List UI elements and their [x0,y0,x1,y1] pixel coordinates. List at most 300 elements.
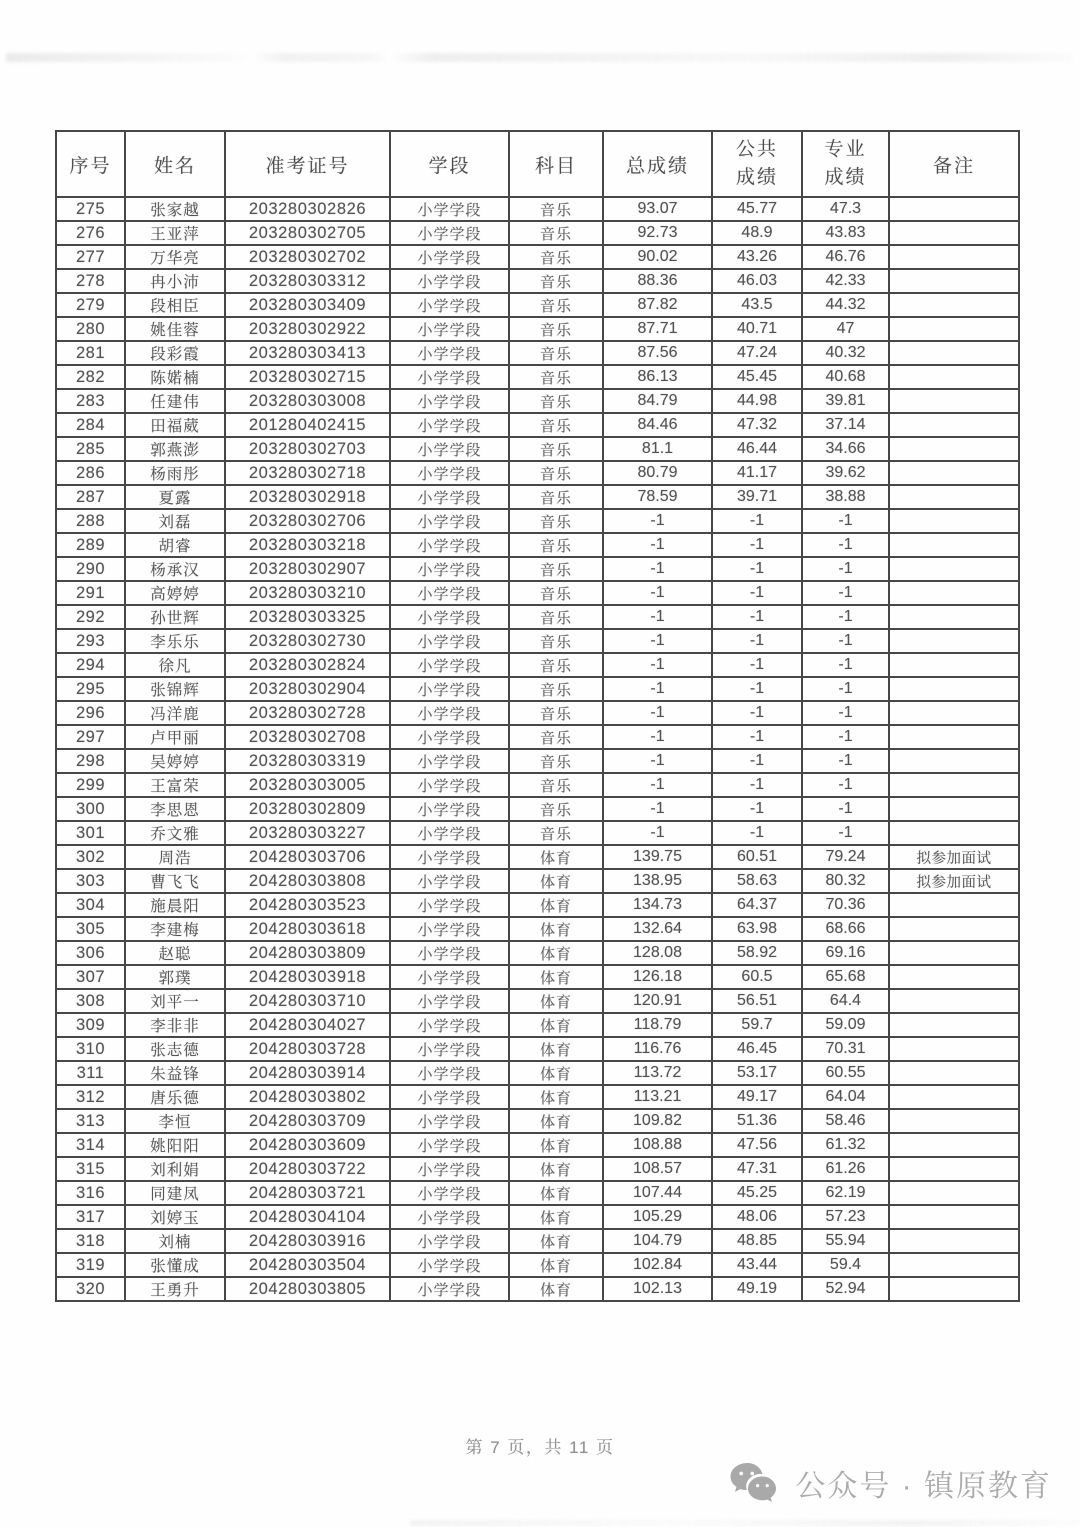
table-cell: -1 [712,653,802,677]
table-cell: 84.46 [603,413,712,437]
table-cell [889,1253,1019,1277]
table-row [56,341,1019,365]
table-cell: -1 [603,821,712,845]
table-row [56,965,1019,989]
table-cell: 小学学段 [390,605,509,629]
table-cell: 290 [56,557,125,581]
table-cell: 音乐 [509,653,603,677]
table-row [56,845,1019,869]
table-row [56,725,1019,749]
table-cell: 138.95 [603,869,712,893]
table-cell [889,989,1019,1013]
table-row [56,773,1019,797]
table-cell: 65.68 [802,965,889,989]
table-cell: 302 [56,845,125,869]
header-row [56,131,1019,197]
table-cell: 45.45 [712,365,802,389]
table-cell: 小学学段 [390,341,509,365]
table-row [56,485,1019,509]
table-cell: 287 [56,485,125,509]
table-cell: 52.94 [802,1277,889,1301]
table-cell: 57.23 [802,1205,889,1229]
table-cell [889,197,1019,221]
table-cell: 音乐 [509,341,603,365]
table-cell: 音乐 [509,197,603,221]
score-table-body [56,197,1019,1301]
table-cell: 118.79 [603,1013,712,1037]
table-cell: 音乐 [509,701,603,725]
table-cell: 203280302708 [225,725,390,749]
table-cell: -1 [603,605,712,629]
table-row [56,797,1019,821]
table-cell: -1 [802,581,889,605]
table-cell: 45.77 [712,197,802,221]
scan-artifact-top [6,53,1072,62]
table-cell: 60.5 [712,965,802,989]
table-cell: 299 [56,773,125,797]
table-cell: 102.13 [603,1277,712,1301]
table-cell: 203280303218 [225,533,390,557]
table-cell [889,653,1019,677]
table-cell: -1 [802,701,889,725]
table-cell [889,965,1019,989]
table-cell: 132.64 [603,917,712,941]
table-cell: 80.79 [603,461,712,485]
table-cell: 43.5 [712,293,802,317]
table-cell [889,701,1019,725]
table-row [56,365,1019,389]
table-cell: 小学学段 [390,749,509,773]
table-cell: 小学学段 [390,437,509,461]
table-cell: 45.25 [712,1181,802,1205]
table-cell: 315 [56,1157,125,1181]
table-cell: 43.44 [712,1253,802,1277]
table-cell: 41.17 [712,461,802,485]
table-cell: 275 [56,197,125,221]
table-row [56,1037,1019,1061]
table-cell: 小学学段 [390,725,509,749]
table-cell: 60.51 [712,845,802,869]
table-cell: 51.36 [712,1109,802,1133]
table-cell: -1 [603,749,712,773]
table-cell: 297 [56,725,125,749]
table-cell: 283 [56,389,125,413]
table-cell: 59.7 [712,1013,802,1037]
header-cell: 姓名 [125,131,225,197]
table-cell: 李建梅 [125,917,225,941]
table-cell [889,221,1019,245]
table-cell: 47.32 [712,413,802,437]
table-cell: 281 [56,341,125,365]
table-cell: -1 [712,773,802,797]
table-cell: 203280303312 [225,269,390,293]
table-cell: 203280302703 [225,437,390,461]
table-cell: -1 [802,821,889,845]
table-cell: 203280303210 [225,581,390,605]
table-cell: 高婷婷 [125,581,225,605]
table-cell: 203280303005 [225,773,390,797]
table-cell [889,917,1019,941]
table-cell: 拟参加面试 [889,869,1019,893]
table-cell: 204280303710 [225,989,390,1013]
header-cell: 准考证号 [225,131,390,197]
table-cell [889,509,1019,533]
table-cell [889,725,1019,749]
table-cell: 292 [56,605,125,629]
table-cell [889,1277,1019,1301]
table-cell: 43.83 [802,221,889,245]
table-cell: 小学学段 [390,1181,509,1205]
table-row [56,989,1019,1013]
table-cell: 301 [56,821,125,845]
table-cell: 203280302718 [225,461,390,485]
table-cell: 徐凡 [125,653,225,677]
table-row [56,629,1019,653]
table-cell: 104.79 [603,1229,712,1253]
table-cell: 316 [56,1181,125,1205]
table-row [56,1181,1019,1205]
table-cell: 体育 [509,965,603,989]
table-cell: 203280303413 [225,341,390,365]
table-cell: -1 [712,797,802,821]
table-cell: 120.91 [603,989,712,1013]
table-cell: 音乐 [509,485,603,509]
table-cell: 47.31 [712,1157,802,1181]
table-cell: 88.36 [603,269,712,293]
table-cell: 47 [802,317,889,341]
table-cell [889,1229,1019,1253]
table-row [56,701,1019,725]
table-cell: -1 [712,821,802,845]
table-cell [889,605,1019,629]
table-cell: 音乐 [509,317,603,341]
table-cell: 赵聪 [125,941,225,965]
table-cell: 310 [56,1037,125,1061]
table-cell: 小学学段 [390,269,509,293]
table-cell: -1 [603,509,712,533]
table-cell: -1 [603,653,712,677]
table-cell: 小学学段 [390,941,509,965]
table-cell: -1 [802,677,889,701]
table-cell: 拟参加面试 [889,845,1019,869]
table-cell: 204280303805 [225,1277,390,1301]
table-cell: 小学学段 [390,1085,509,1109]
table-cell: 刘楠 [125,1229,225,1253]
table-cell: 203280302715 [225,365,390,389]
table-cell: 289 [56,533,125,557]
table-cell: 201280402415 [225,413,390,437]
table-cell: 音乐 [509,557,603,581]
table-cell: 203280302907 [225,557,390,581]
table-cell: 体育 [509,845,603,869]
table-cell: 音乐 [509,413,603,437]
table-cell [889,677,1019,701]
table-cell [889,629,1019,653]
table-cell: 音乐 [509,221,603,245]
table-row [56,461,1019,485]
table-cell: 314 [56,1133,125,1157]
table-row [56,1061,1019,1085]
table-cell: 294 [56,653,125,677]
table-cell: -1 [603,581,712,605]
table-cell: 夏露 [125,485,225,509]
table-row [56,1085,1019,1109]
table-cell: 刘利娟 [125,1157,225,1181]
table-cell: -1 [712,533,802,557]
scan-artifact-bottom [410,1520,1080,1526]
score-table [55,130,1020,1302]
table-cell: 音乐 [509,293,603,317]
table-cell: 37.14 [802,413,889,437]
table-cell: 203280303319 [225,749,390,773]
table-cell: 李思恩 [125,797,225,821]
table-cell: 58.63 [712,869,802,893]
table-cell: 204280304104 [225,1205,390,1229]
table-cell: -1 [603,677,712,701]
table-cell: 306 [56,941,125,965]
table-cell: 34.66 [802,437,889,461]
table-cell: 309 [56,1013,125,1037]
table-cell: -1 [802,557,889,581]
table-cell: 小学学段 [390,917,509,941]
table-cell: 体育 [509,1061,603,1085]
table-cell [889,1157,1019,1181]
table-cell: 203280302824 [225,653,390,677]
table-cell: 小学学段 [390,509,509,533]
table-cell: 203280303409 [225,293,390,317]
table-cell: 音乐 [509,773,603,797]
table-cell: 295 [56,677,125,701]
table-cell: -1 [603,773,712,797]
table-cell: 小学学段 [390,581,509,605]
table-cell: 39.62 [802,461,889,485]
table-header [56,131,1019,197]
table-cell: 318 [56,1229,125,1253]
table-cell: 李乐乐 [125,629,225,653]
table-cell: 64.37 [712,893,802,917]
table-cell: 48.06 [712,1205,802,1229]
table-cell: 203280302730 [225,629,390,653]
table-cell: 46.44 [712,437,802,461]
table-cell: -1 [712,557,802,581]
table-cell: 203280302705 [225,221,390,245]
table-cell: 58.46 [802,1109,889,1133]
table-cell: 王富荣 [125,773,225,797]
table-cell: 朱益锋 [125,1061,225,1085]
table-cell: 64.4 [802,989,889,1013]
table-cell: 61.26 [802,1157,889,1181]
table-cell: 乔文雅 [125,821,225,845]
table-cell [889,893,1019,917]
table-cell: 音乐 [509,461,603,485]
table-cell: 音乐 [509,677,603,701]
table-cell: 49.19 [712,1277,802,1301]
table-cell: 46.76 [802,245,889,269]
table-row [56,869,1019,893]
table-cell: 204280303809 [225,941,390,965]
table-cell: 39.81 [802,389,889,413]
table-cell: 204280303618 [225,917,390,941]
table-cell: 冉小沛 [125,269,225,293]
table-row [56,1157,1019,1181]
table-cell: 203280302922 [225,317,390,341]
table-cell [889,317,1019,341]
table-cell: 46.45 [712,1037,802,1061]
table-cell: 134.73 [603,893,712,917]
table-row [56,557,1019,581]
table-cell: 小学学段 [390,389,509,413]
table-cell: 69.16 [802,941,889,965]
table-cell: 音乐 [509,245,603,269]
table-cell: 音乐 [509,629,603,653]
table-cell: 203280302728 [225,701,390,725]
table-cell: -1 [603,629,712,653]
table-cell: 小学学段 [390,221,509,245]
table-cell: 刘磊 [125,509,225,533]
wechat-icon [729,1461,781,1505]
table-cell: 320 [56,1277,125,1301]
table-cell: 59.09 [802,1013,889,1037]
table-cell: 小学学段 [390,533,509,557]
table-cell: 音乐 [509,725,603,749]
table-row [56,437,1019,461]
table-cell: 204280304027 [225,1013,390,1037]
wechat-watermark [729,1461,1052,1505]
table-cell: 小学学段 [390,797,509,821]
table-cell: 音乐 [509,581,603,605]
table-row [56,1133,1019,1157]
table-cell: 312 [56,1085,125,1109]
table-cell: -1 [712,677,802,701]
table-cell: 203280302826 [225,197,390,221]
table-cell: 小学学段 [390,197,509,221]
table-cell: 小学学段 [390,1157,509,1181]
table-cell: 60.55 [802,1061,889,1085]
table-row [56,821,1019,845]
table-cell: 113.72 [603,1061,712,1085]
table-cell: -1 [603,725,712,749]
table-cell [889,389,1019,413]
table-cell: -1 [802,605,889,629]
table-cell: 286 [56,461,125,485]
table-cell: 吴婷婷 [125,749,225,773]
table-cell [889,773,1019,797]
table-cell: 204280303504 [225,1253,390,1277]
table-cell [889,821,1019,845]
table-cell: 40.71 [712,317,802,341]
table-cell [889,797,1019,821]
table-row [56,893,1019,917]
table-cell: 小学学段 [390,461,509,485]
table-cell: 40.32 [802,341,889,365]
table-cell: 小学学段 [390,317,509,341]
table-cell [889,1061,1019,1085]
table-cell: 78.59 [603,485,712,509]
table-cell: 小学学段 [390,1013,509,1037]
table-cell: 116.76 [603,1037,712,1061]
table-cell: 93.07 [603,197,712,221]
table-cell [889,1109,1019,1133]
table-cell: 体育 [509,989,603,1013]
table-cell: 小学学段 [390,413,509,437]
table-cell: 40.68 [802,365,889,389]
table-cell: 王亚萍 [125,221,225,245]
table-cell: 郭璞 [125,965,225,989]
table-cell: 体育 [509,1037,603,1061]
table-cell [889,533,1019,557]
table-cell: 109.82 [603,1109,712,1133]
table-cell: 204280303709 [225,1109,390,1133]
header-cell: 公共成绩 [712,131,802,197]
table-cell [889,269,1019,293]
table-cell [889,485,1019,509]
table-cell: 施晨阳 [125,893,225,917]
table-cell: -1 [802,797,889,821]
table-cell: 43.26 [712,245,802,269]
table-cell: 204280303916 [225,1229,390,1253]
table-cell: 杨承汉 [125,557,225,581]
table-row [56,605,1019,629]
table-cell: -1 [712,629,802,653]
table-cell: 音乐 [509,821,603,845]
table-cell: 胡睿 [125,533,225,557]
table-cell [889,245,1019,269]
table-cell: -1 [712,605,802,629]
table-cell [889,581,1019,605]
table-cell [889,1037,1019,1061]
table-row [56,677,1019,701]
table-cell: -1 [712,701,802,725]
table-cell: 313 [56,1109,125,1133]
table-cell: 64.04 [802,1085,889,1109]
table-cell: 203280302706 [225,509,390,533]
table-cell: 44.98 [712,389,802,413]
table-cell: -1 [603,533,712,557]
wechat-account-label: 公众号 · 镇原教育 [795,1470,1052,1503]
table-cell: 冯洋鹿 [125,701,225,725]
table-cell: 203280302904 [225,677,390,701]
table-cell: 300 [56,797,125,821]
table-cell: 小学学段 [390,1061,509,1085]
table-cell: 87.56 [603,341,712,365]
table-cell: 46.03 [712,269,802,293]
table-cell: 47.3 [802,197,889,221]
table-cell: 79.24 [802,845,889,869]
table-cell: 87.82 [603,293,712,317]
table-cell [889,1085,1019,1109]
table-cell: 音乐 [509,389,603,413]
table-cell: -1 [802,653,889,677]
table-cell: 李非非 [125,1013,225,1037]
table-cell: 70.36 [802,893,889,917]
table-cell: 284 [56,413,125,437]
table-cell: 万华亮 [125,245,225,269]
table-cell: 孙世辉 [125,605,225,629]
table-cell: 282 [56,365,125,389]
table-cell: 体育 [509,1253,603,1277]
table-cell: 体育 [509,869,603,893]
table-cell [889,1205,1019,1229]
table-cell: 128.08 [603,941,712,965]
table-cell: 90.02 [603,245,712,269]
table-cell: 204280303722 [225,1157,390,1181]
table-cell: 张志德 [125,1037,225,1061]
table-cell: -1 [802,773,889,797]
table-cell: 39.71 [712,485,802,509]
table-cell: 杨雨彤 [125,461,225,485]
table-cell: 285 [56,437,125,461]
table-cell: -1 [712,725,802,749]
